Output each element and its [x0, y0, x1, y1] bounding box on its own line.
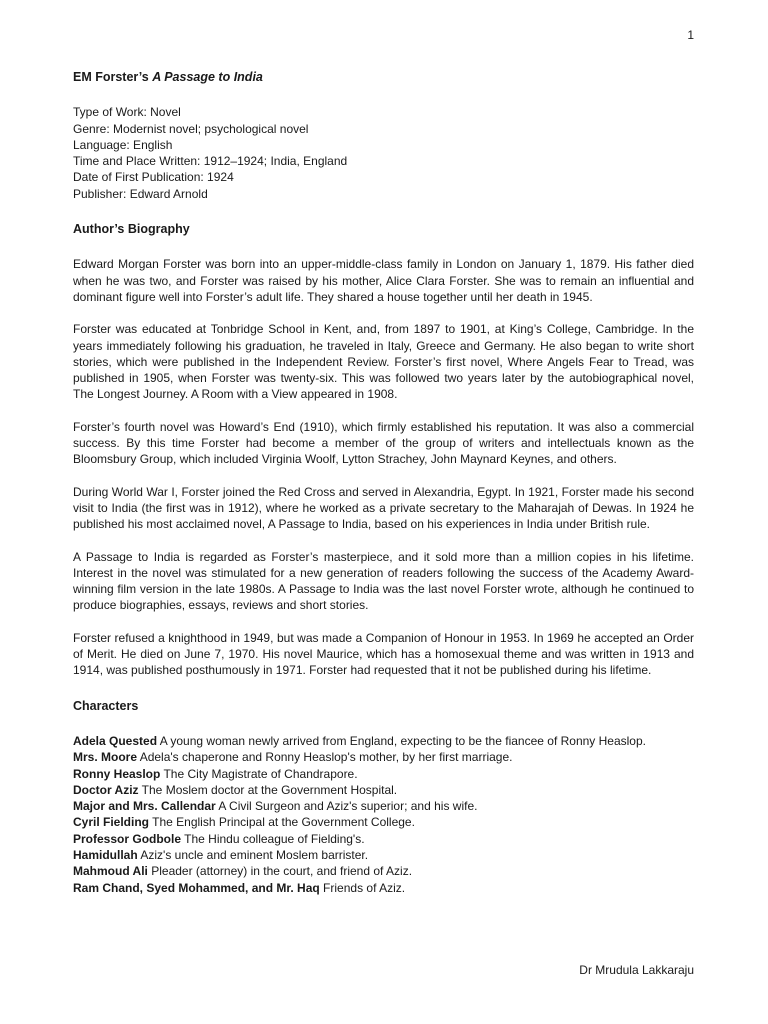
character-list — [73, 733, 694, 896]
character-description: The English Principal at the Government College. — [149, 815, 415, 830]
character-description: The Hindu colleague of Fielding's. — [181, 831, 365, 846]
detail-time-place-written: Time and Place Written: 1912–1924; India, England — [73, 154, 348, 169]
character-name: Cyril Fielding — [73, 815, 150, 830]
author-signature: Dr Mrudula Lakkaraju — [579, 963, 694, 977]
biography-paragraph: A Passage to India is regarded as Forster’s masterpiece, and it sold more than a million copies in his lifetime. Interest in the novel was stimulated for a new generation of readers following the success of the Academy Award-winning film version in the late 1980s. A Passage to India was the last novel Forster wrote, although he continued to produce biographies, essays, reviews and short stories. — [73, 549, 694, 613]
character-name: Mrs. Moore — [73, 750, 138, 765]
character-description: A young woman newly arrived from England, expecting to be the fiancee of Ronny Heaslop. — [157, 733, 646, 748]
character-description: The Moslem doctor at the Government Hospital. — [138, 782, 398, 797]
character-name: Ronny Heaslop — [73, 766, 161, 781]
character-item — [73, 798, 694, 814]
detail-publisher: Publisher: Edward Arnold — [73, 186, 208, 201]
character-description: The City Magistrate of Chandrapore. — [160, 766, 358, 781]
character-name: Adela Quested — [73, 733, 158, 748]
biography-paragraph: Forster was educated at Tonbridge School in Kent, and, from 1897 to 1901, at King’s College, Cambridge. In the years immediately following his graduation, he traveled in Italy, Greece and Germany. He also began to write short stories, which were published in the Independent Review. Forster’s first novel, Where Angels Fear to Tread, was published in 1905, when Forster was twenty-six. This was followed two years later by the autobiographical novel, The Longest Journey. A Room with a View appeared in 1908. — [73, 322, 694, 402]
character-description: Friends of Aziz. — [319, 880, 406, 895]
character-description: Adela's chaperone and Ronny Heaslop's mother, by her first marriage. — [137, 750, 513, 765]
biography-paragraph: Edward Morgan Forster was born into an upper-middle-class family in London on January 1, 1879. His father died when he was two, and Forster was raised by his mother, Alice Clara Forster. She was to remain an influential and dominant figure well into Forster’s adult life. They shared a house together until her death in 1945. — [73, 257, 694, 304]
biography-paragraph: During World War I, Forster joined the Red Cross and served in Alexandria, Egypt. In 1921, Forster made his second visit to India (the first was in 1912), where he worked as a private secretary to the Maharajah of Dewas. In 1924 he published his most acclaimed novel, A Passage to India, based on his experiences in India under British rule. — [73, 484, 694, 532]
character-name: Mahmoud Ali — [73, 864, 148, 879]
character-item — [73, 847, 694, 863]
title-work: A Passage to India — [152, 70, 263, 84]
character-name: Major and Mrs. Callendar — [73, 799, 216, 814]
work-details — [73, 104, 694, 202]
character-description: Pleader (attorney) in the court, and friend of Aziz. — [147, 864, 413, 879]
character-item — [73, 782, 694, 798]
character-item — [73, 749, 694, 765]
detail-language: Language: English — [73, 137, 173, 152]
character-description: Aziz's uncle and eminent Moslem barrister. — [137, 847, 369, 862]
character-name: Hamidullah — [73, 847, 138, 862]
character-item — [73, 880, 694, 896]
page-number: 1 — [687, 28, 694, 42]
character-name: Ram Chand, Syed Mohammed, and Mr. Haq — [73, 880, 320, 895]
character-item — [73, 766, 694, 782]
biography-section — [73, 256, 694, 678]
character-item — [73, 863, 694, 879]
biography-heading: Author’s Biography — [73, 222, 190, 237]
character-item — [73, 831, 694, 847]
title-prefix: EM Forster’s — [73, 70, 153, 84]
biography-paragraph: Forster’s fourth novel was Howard’s End (1910), which firmly established his reputation. It was also a commercial success. By this time Forster had become a member of the group of writers and intellectuals known as the Bloomsbury Group, which included Virginia Woolf, Lytton Strachey, John Maynard Keynes, and others. — [73, 419, 694, 467]
character-item — [73, 733, 694, 749]
character-item — [73, 814, 694, 830]
detail-type-of-work: Type of Work: Novel — [73, 105, 181, 120]
detail-first-publication: Date of First Publication: 1924 — [73, 170, 234, 185]
document-body — [73, 69, 694, 896]
character-name: Professor Godbole — [73, 831, 182, 846]
detail-genre: Genre: Modernist novel; psychological novel — [73, 121, 309, 136]
document-title — [73, 69, 694, 85]
character-description: A Civil Surgeon and Aziz's superior; and his wife. — [215, 799, 478, 814]
biography-paragraph: Forster refused a knighthood in 1949, but was made a Companion of Honour in 1953. In 1969 he accepted an Order of Merit. He died on June 7, 1970. His novel Maurice, which has a homosexual theme and was written in 1913 and 1914, was published posthumously in 1971. Forster had requested that it not be published during his lifetime. — [73, 630, 694, 678]
characters-heading: Characters — [73, 698, 139, 713]
character-name: Doctor Aziz — [73, 782, 139, 797]
